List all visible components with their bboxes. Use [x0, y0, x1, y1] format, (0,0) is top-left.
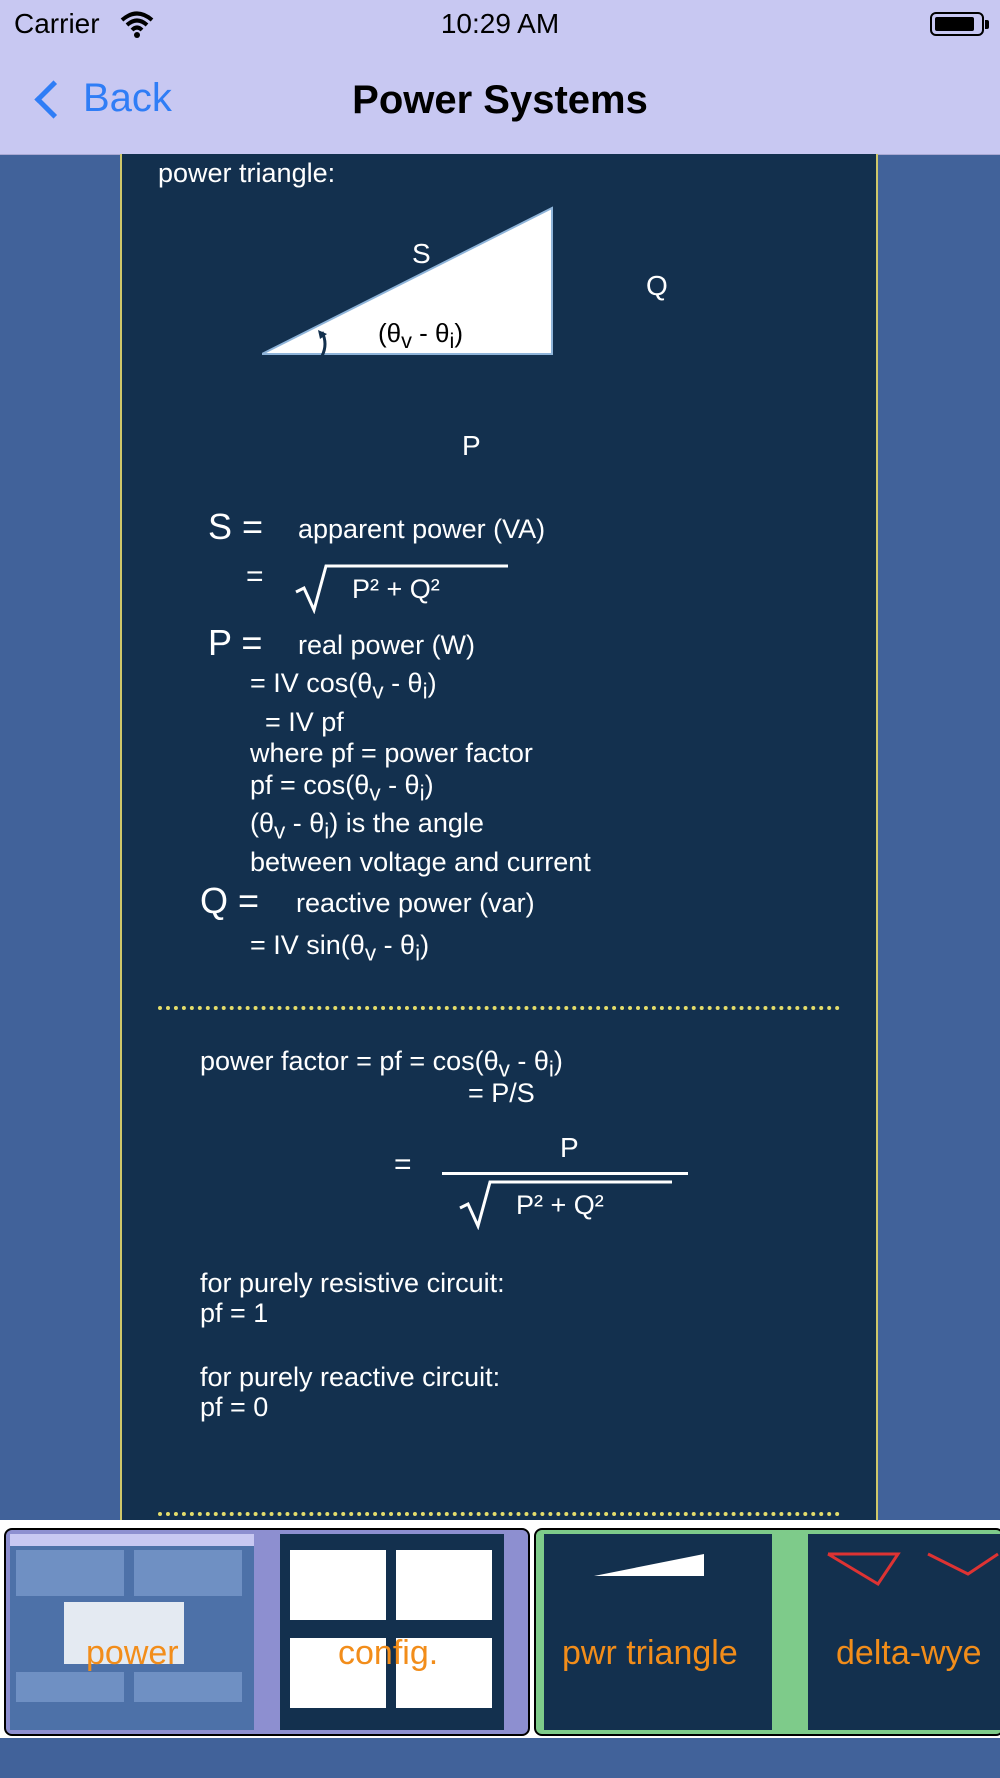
fraction-numerator: P [560, 1132, 579, 1163]
carrier-label: Carrier [14, 8, 100, 39]
triangle-label-q: Q [646, 270, 668, 301]
solver-preview [10, 1534, 254, 1730]
triangle-label-p: P [462, 430, 481, 461]
power-triangle-page [120, 154, 878, 1520]
thumbnail-pwr-triangle[interactable] [534, 1528, 1000, 1736]
p-symbol: P = [208, 622, 263, 663]
clock: 10:29 AM [440, 8, 560, 39]
thumbnail-label-power: power [86, 1634, 179, 1672]
thumbnail-label-config: config. [338, 1634, 439, 1672]
p-detail-line: pf = $\cos(\theta_v - \theta_i)$ [250, 769, 434, 805]
q-symbol: Q = [200, 880, 260, 921]
thumbnail-strip [0, 1520, 1000, 1738]
thumbnail-label-delta-wye: delta-wye [836, 1634, 982, 1672]
p-definition: real power (W) [298, 630, 476, 660]
triangle-label-s: S [412, 238, 431, 269]
top-bar [0, 0, 1000, 155]
triangle-preview [544, 1534, 772, 1730]
q-equation: = IV $\sin(\theta_v - \theta_i)$ [250, 930, 430, 966]
p-detail-line: = IV $\cos(\theta_v - \theta_i)$ [250, 668, 437, 704]
bottom-bar [0, 1738, 1000, 1778]
delta-wye-preview [808, 1534, 1000, 1730]
page-title: Power Systems [352, 78, 648, 122]
p-detail-line: $(\theta_v - \theta_i)$ is the angle [250, 808, 484, 844]
reactive-value: pf = 0 [200, 1392, 269, 1422]
s-equation: P² + Q² [352, 574, 440, 604]
pf-ratio: = P/S [468, 1078, 535, 1108]
s-equals: = [246, 560, 264, 593]
fraction-denominator: P² + Q² [516, 1190, 604, 1220]
dotted-divider-bottom [158, 1512, 840, 1516]
battery-icon [930, 12, 984, 36]
pf-definition: power factor = pf = $\cos(\theta_v - \theta_i)$ [200, 1046, 563, 1082]
s-symbol: S = [208, 506, 264, 547]
angle-label: $(\theta_v - \theta_i)$ [378, 318, 464, 354]
back-label: Back [83, 76, 172, 120]
q-definition: reactive power (var) [296, 888, 535, 918]
resistive-heading: for purely resistive circuit: [200, 1268, 505, 1298]
s-definition: apparent power (VA) [298, 514, 546, 544]
config-preview [280, 1534, 504, 1730]
p-detail-line: = IV pf [250, 706, 344, 737]
dotted-divider [158, 1006, 840, 1010]
p-detail-line: between voltage and current [250, 847, 591, 878]
p-details [250, 668, 591, 879]
thumbnail-power[interactable] [4, 1528, 530, 1736]
fraction-bar [442, 1172, 688, 1175]
resistive-value: pf = 1 [200, 1298, 269, 1328]
p-detail-line: where pf = power factor [250, 738, 533, 769]
reactive-heading: for purely reactive circuit: [200, 1362, 501, 1392]
pf-equals: = [394, 1148, 412, 1181]
status-bar [0, 0, 1000, 50]
thumbnail-label-pwr-triangle: pwr triangle [562, 1634, 738, 1672]
section-heading: power triangle: [158, 158, 336, 188]
